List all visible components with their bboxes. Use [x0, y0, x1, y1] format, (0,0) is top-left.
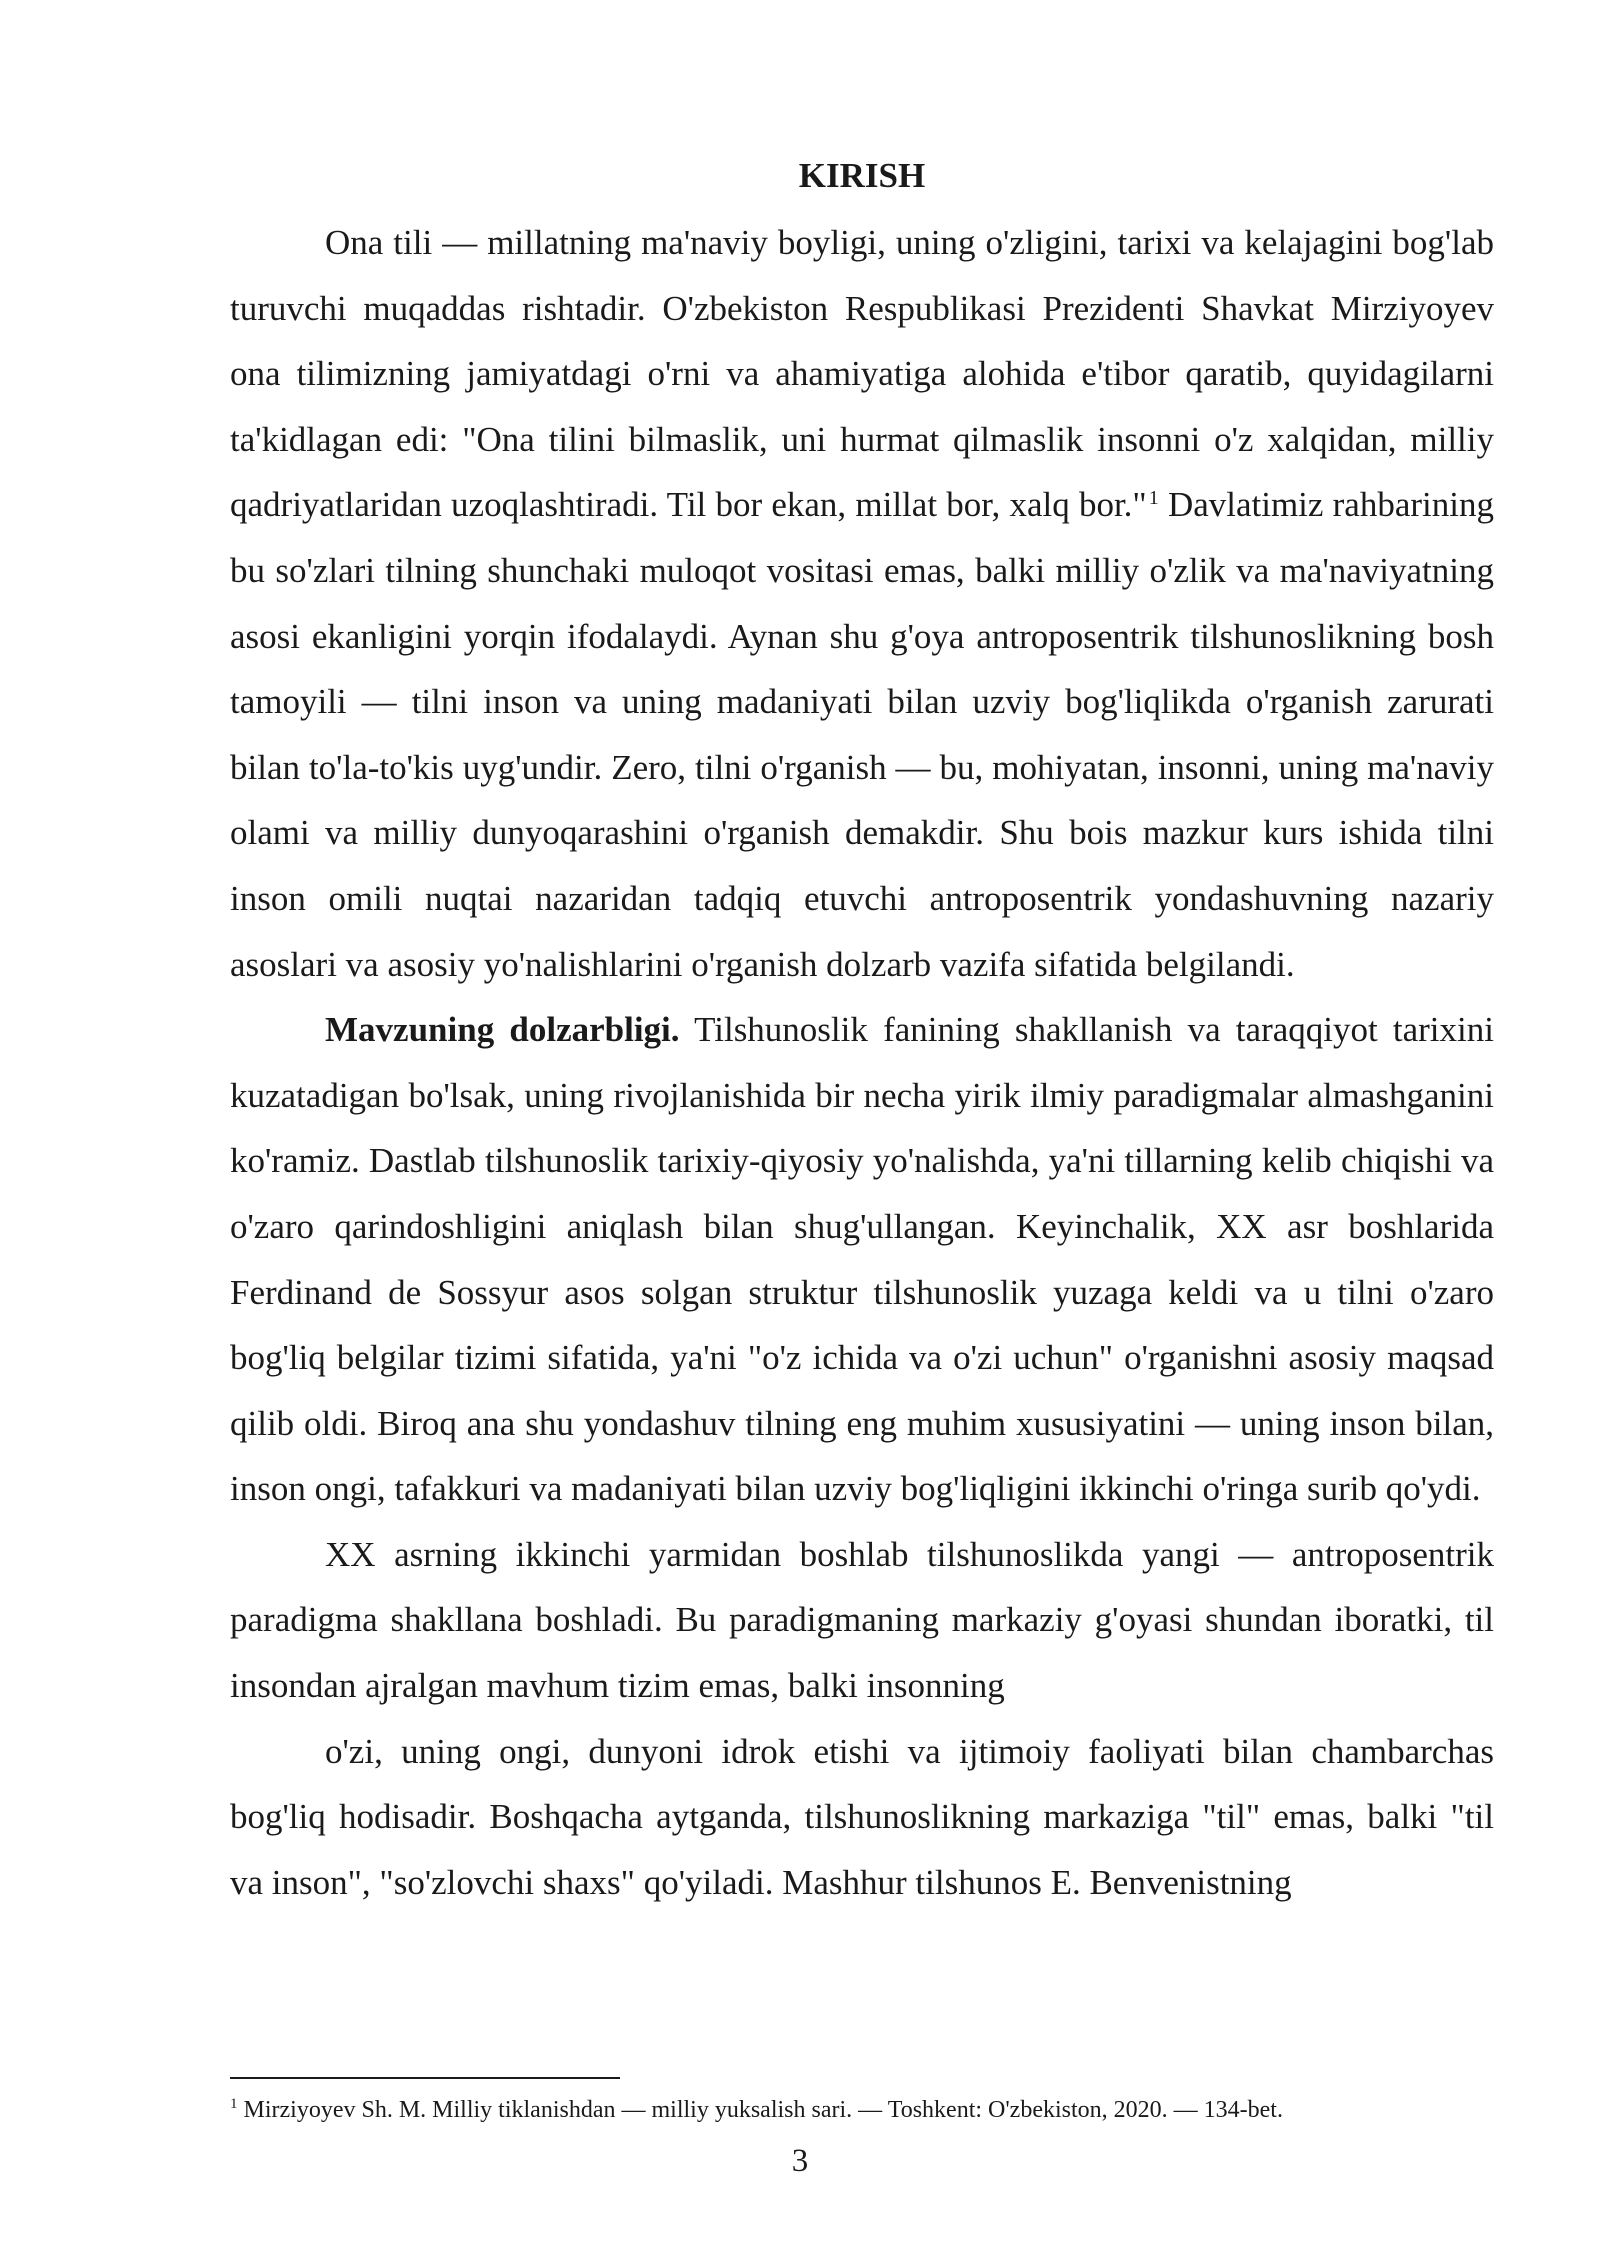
body-text — [230, 210, 1494, 1915]
paragraph-relevance-text: Tilshunoslik fanining shakllanish va taraqqiyot tarixini kuzatadigan bo'lsak, uning rivojlanishida bir necha yirik ilmiy paradigmalar almashganini ko'ramiz. Dastlab tilshunoslik tarixiy-qiyosiy yo'nalishda, ya'ni tillarning kelib chiqishi va o'zaro qarindoshligini aniqlash bilan shug'ullangan. Keyinchalik, XX asr boshlarida Ferdinand de Sossyur asos solgan struktur tilshunoslik yuzaga keldi va u tilni o'zaro bog'liq belgilar tizimi sifatida, ya'ni "o'z ichida va o'zi uchun" o'rganishni asosiy maqsad qilib oldi. Biroq ana shu yondashuv tilning eng muhim xususiyatini — uning inson bilan, inson ongi, tafakkuri va madaniyati bilan uzviy bog'liqligini ikkinchi o'ringa surib qo'ydi. — [230, 1010, 1494, 1509]
paragraph-relevance-heading: Mavzuning dolzarbligi. — [325, 1010, 680, 1050]
footnote-number: 1 — [230, 2096, 238, 2112]
paragraph-relevance — [230, 997, 1494, 1522]
section-title: KIRISH — [798, 156, 926, 195]
footnote — [230, 2094, 1494, 2126]
paragraph-intro-continuation: Davlatimiz rahbarining bu so'zlari tilning shunchaki muloqot vositasi emas, balki milliy o'zlik va ma'naviyatning asosi ekanligini yorqin ifodalaydi. Aynan shu g'oya antroposentrik tilshunoslikning bosh tamoyili — tilni inson va uning madaniyati bilan uzviy bog'liqlikda o'rganish zarurati bilan to'la-to'kis uyg'undir. Zero, tilni o'rganish — bu, mohiyatan, insonni, uning ma'naviy olami va milliy dunyoqarashini o'rganish demakdir. Shu bois mazkur kurs ishida tilni inson omili nuqtai nazaridan tadqiq etuvchi antroposentrik yondashuvning nazariy asoslari va asosiy yo'nalishlarini o'rganish dolzarb vazifa sifatida belgilandi. — [230, 485, 1494, 984]
paragraph-continuation — [230, 1719, 1494, 1916]
paragraph-paradigm-text: XX asrning ikkinchi yarmidan boshlab tilshunoslikda yangi — antroposentrik paradigma shakllana boshladi. Bu paradigmaning markaziy g'oyasi shundan iboratki, til insondan ajralgan mavhum tizim emas, balki insonning — [230, 1534, 1494, 1706]
paragraph-intro — [230, 210, 1494, 997]
footnote-text: Mirziyoyev Sh. M. Milliy tiklanishdan — milliy yuksalish sari. — Toshkent: O'zbekiston, 2020. — 134-bet. — [243, 2097, 1283, 2123]
footnote-separator — [230, 2077, 620, 2079]
paragraph-paradigm — [230, 1522, 1494, 1719]
paragraph-intro-text: Ona tili — millatning ma'naviy boyligi, uning o'zligini, tarixi va kelajagini bog'lab turuvchi muqaddas rishtadir. O'zbekiston Respublikasi Prezidenti Shavkat Mirziyoyev ona tilimizning jamiyatdagi o'rni va ahamiyatiga alohida e'tibor qaratib, quyidagilarni ta'kidlagan edi: "Ona tilini bilmaslik, uni hurmat qilmaslik insonni o'z xalqidan, milliy qadriyatlaridan uzoqlashtiradi. Til bor ekan, millat bor, xalq bor." — [230, 223, 1494, 525]
page-number: 3 — [791, 2143, 809, 2179]
paragraph-continuation-text: o'zi, uning ongi, dunyoni idrok etishi va ijtimoiy faoliyati bilan chambarchas bog'liq hodisadir. Boshqacha aytganda, tilshunoslikning markaziga "til" emas, balki "til va inson", "so'zlovchi shaxs" qo'yiladi. Mashhur tilshunos E. Benvenistning — [230, 1731, 1494, 1902]
footnote-reference[interactable]: 1 — [1148, 486, 1159, 509]
